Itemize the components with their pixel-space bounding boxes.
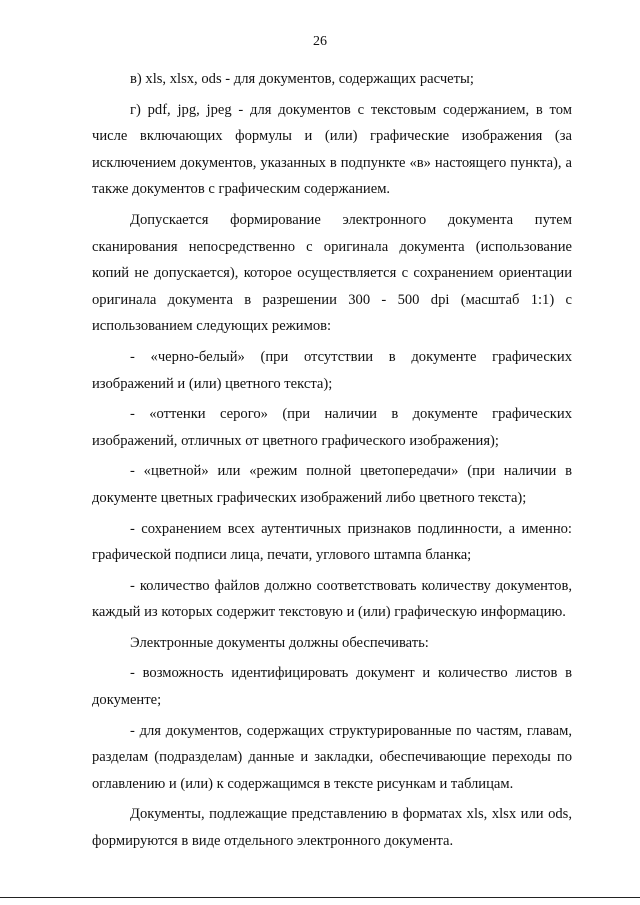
paragraph-scanning: Допускается формирование электронного документа путем сканирования непосредственно с оригинала документа (использование копий не допускается), которое осуществляется с сохранением ориентации оригинала документа в разрешении 300 - 500 dpi (масштаб 1:1) с использованием следующих режимов: [92, 211, 572, 335]
list-item-color: - «цветной» или «режим полной цветопередачи» (при наличии в документе цветных графических изображений либо цветного текста); [92, 463, 572, 506]
list-item-structure: - для документов, содержащих структурированные по частям, главам, разделам (подразделам) данные и закладки, обеспечивающие переходы по оглавлению и (или) к содержащимся в тексте рисункам и таблицам. [92, 722, 572, 792]
paragraph-format-xls: в) xls, xlsx, ods - для документов, содержащих расчеты; [130, 71, 474, 87]
paragraph-spreadsheet-docs: Документы, подлежащие представлению в форматах xls, xlsx или ods, формируются в виде отдельного электронного документа. [92, 806, 572, 850]
paragraph-requirements-heading: Электронные документы должны обеспечивать: [130, 634, 429, 651]
list-item-identify: - возможность идентифицировать документ и количество листов в документе; [92, 665, 572, 709]
page-number: 26 [313, 34, 327, 49]
document-body [92, 66, 572, 855]
list-item-black-white: - «черно-белый» (при отсутствии в документе графических изображений и (или) цветного текста); [92, 348, 572, 392]
list-item-authenticity: - сохранением всех аутентичных признаков подлинности, а именно: графической подписи лица, печати, углового штампа бланка; [92, 520, 572, 564]
page-bottom-rule [0, 897, 640, 898]
list-item-file-count: - количество файлов должно соответствовать количеству документов, каждый из которых содержит текстовую и (или) графическую информацию. [92, 577, 572, 621]
list-item-grayscale: - «оттенки серого» (при наличии в документе графических изображений, отличных от цветного графического изображения); [92, 406, 572, 449]
paragraph-format-pdf: г) pdf, jpg, jpeg - для документов с текстовым содержанием, в том числе включающих формулы и (или) графические изображения (за исключением документов, указанных в подпункте «в» настоящего пункта), а также документов с графическим содержанием. [92, 101, 572, 198]
